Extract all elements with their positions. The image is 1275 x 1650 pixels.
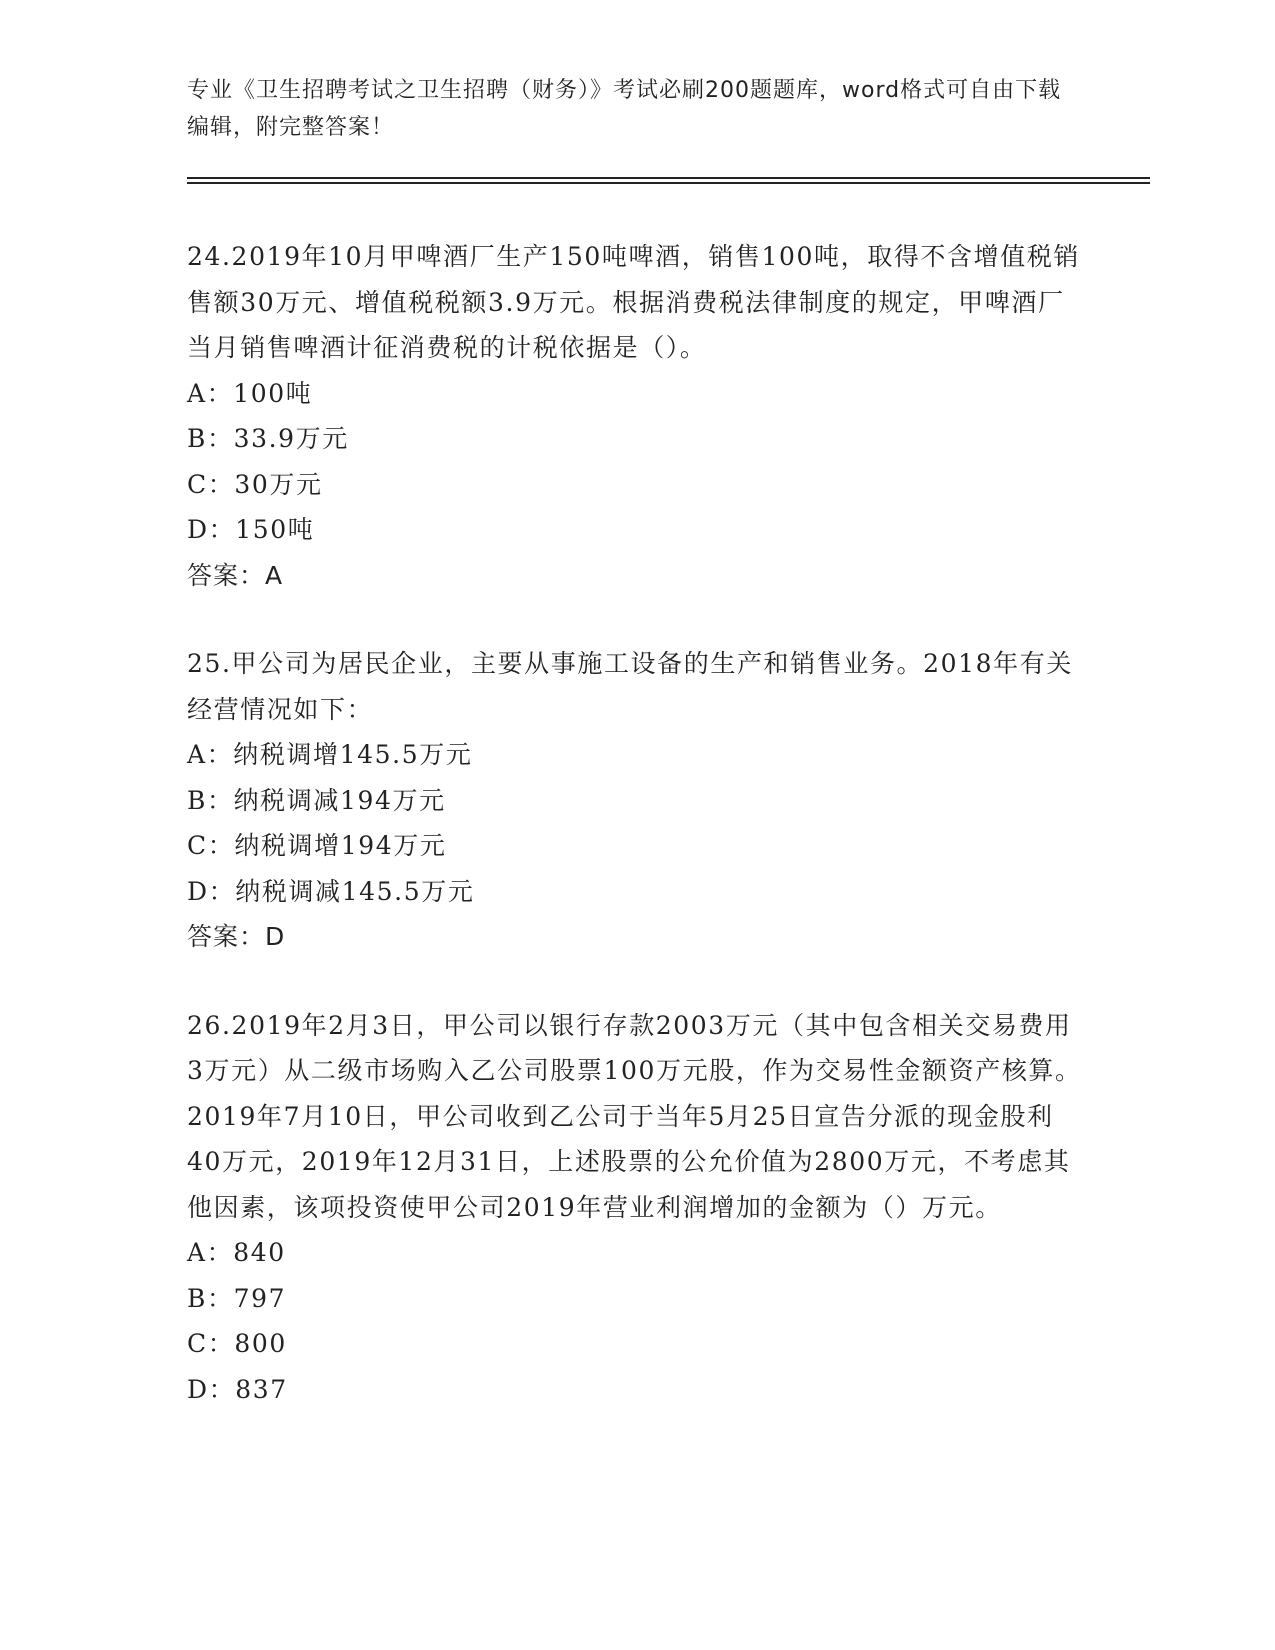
- answer-line: 答案：A: [187, 560, 284, 590]
- question-26: [187, 1003, 1087, 1413]
- option-b: B：33.9万元: [187, 424, 349, 453]
- option-c: C：800: [187, 1329, 287, 1358]
- question-24: [187, 234, 1087, 598]
- header-rule-top: [187, 177, 1150, 179]
- document-header: 专业《卫生招聘考试之卫生招聘（财务）》考试必刷200题题库，word格式可自由下载编辑，附完整答案！: [187, 78, 1062, 140]
- option-d: D：150吨: [187, 515, 315, 544]
- question-text: 24.2019年10月甲啤酒厂生产150吨啤酒，销售100吨，取得不含增值税销售额30万元、增值税税额3.9万元。根据消费税法律制度的规定，甲啤酒厂当月销售啤酒计征消费税的计税依据是（）。: [187, 242, 1081, 362]
- question-25: [187, 641, 1087, 960]
- question-text: 25.甲公司为居民企业，主要从事施工设备的生产和销售业务。2018年有关经营情况如下：: [187, 649, 1073, 724]
- option-c: C：30万元: [187, 469, 323, 499]
- question-text: 26.2019年2月3日，甲公司以银行存款2003万元（其中包含相关交易费用3万元）从二级市场购入乙公司股票100万元股，作为交易性金额资产核算。2019年7月10日，甲公司收到乙公司于当年5月25日宣告分派的现金股利40万元，2019年12月31日，上述股票的公允价值为2800万元，不考虑其他因素，该项投资使甲公司2019年营业利润增加的金额为（）万元。: [187, 1010, 1082, 1222]
- answer-line: 答案：D: [187, 922, 286, 951]
- option-d: D：837: [187, 1374, 288, 1404]
- option-a: A：100吨: [187, 378, 313, 408]
- option-a: A：840: [187, 1238, 286, 1267]
- option-a: A：纳税调增145.5万元: [187, 740, 473, 769]
- option-b: B：797: [187, 1283, 287, 1313]
- question-list: [187, 234, 1087, 1455]
- option-c: C：纳税调增194万元: [187, 831, 447, 860]
- option-b: B：纳税调减194万元: [187, 785, 446, 815]
- option-d: D：纳税调减145.5万元: [187, 876, 475, 906]
- header-rule-bottom: [187, 182, 1150, 184]
